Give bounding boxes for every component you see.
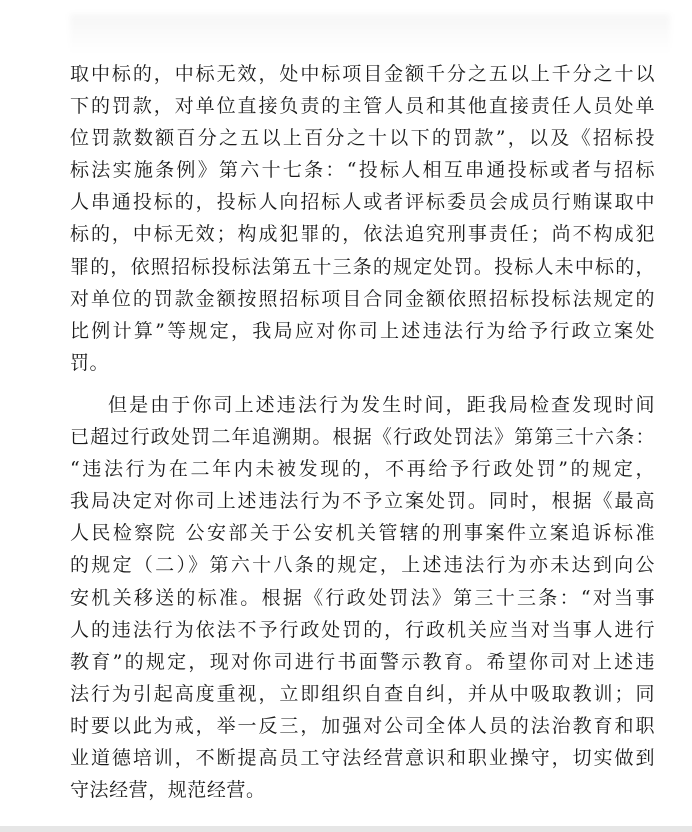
text-line: 守法经营，规范经营。 [70, 779, 266, 802]
text-line: 罚。 [70, 351, 110, 374]
text-line: 已超过行政处罚二年追溯期。根据《行政处罚法》第第三十六条： [70, 426, 655, 449]
paragraph-1 [70, 58, 655, 379]
text-line: 标法实施条例》第六十七条：“投标人相互串通投标或者与招标 [70, 159, 655, 182]
text-line: 法行为引起高度重视，立即组织自查自纠，并从中吸取教训；同 [70, 682, 655, 705]
page-bottom-edge [0, 826, 692, 832]
text-line: 人民检察院 公安部关于公安机关管辖的刑事案件立案追诉标准 [70, 522, 655, 545]
text-line: 对单位的罚款金额按照招标项目合同金额依照招标投标法规定的 [70, 287, 655, 310]
text-line: 取中标的，中标无效，处中标项目金额千分之五以上千分之十以 [70, 63, 655, 85]
paragraph-gap [70, 379, 655, 389]
document-body [70, 58, 655, 806]
text-line: 位罚款数额百分之五以上百分之十以下的罚款”，以及《招标投 [70, 127, 655, 150]
reverse-side-bleed [70, 14, 670, 54]
text-line: 罪的，依照招标投标法第五十三条的规定处罚。投标人未中标的， [70, 255, 655, 278]
text-line: 人串通投标的，投标人向招标人或者评标委员会成员行贿谋取中 [70, 191, 655, 214]
text-line: 业道德培训，不断提高员工守法经营意识和职业操守，切实做到 [70, 746, 655, 769]
text-line: 比例计算”等规定，我局应对你司上述违法行为给予行政立案处 [70, 319, 655, 342]
paragraph-2 [70, 389, 655, 806]
text-line: 标的，中标无效；构成犯罪的，依法追究刑事责任；尚不构成犯 [70, 223, 655, 246]
text-line: 时要以此为戒，举一反三，加强对公司全体人员的法治教育和职 [70, 714, 655, 737]
text-line: 但是由于你司上述违法行为发生时间，距我局检查发现时间 [108, 393, 655, 416]
text-line: 的规定（二）》第六十八条的规定，上述违法行为亦未达到向公 [70, 554, 655, 577]
text-line: 人的违法行为依法不予行政处罚的，行政机关应当对当事人进行 [70, 618, 655, 641]
text-line: “违法行为在二年内未被发现的，不再给予行政处罚”的规定， [70, 458, 655, 481]
text-line: 我局决定对你司上述违法行为不予立案处罚。同时，根据《最高 [70, 490, 655, 513]
text-line: 下的罚款，对单位直接负责的主管人员和其他直接责任人员处单 [70, 95, 655, 118]
text-line: 教育”的规定，现对你司进行书面警示教育。希望你司对上述违 [70, 650, 655, 673]
text-line: 安机关移送的标准。根据《行政处罚法》第三十三条：“对当事 [70, 586, 655, 609]
